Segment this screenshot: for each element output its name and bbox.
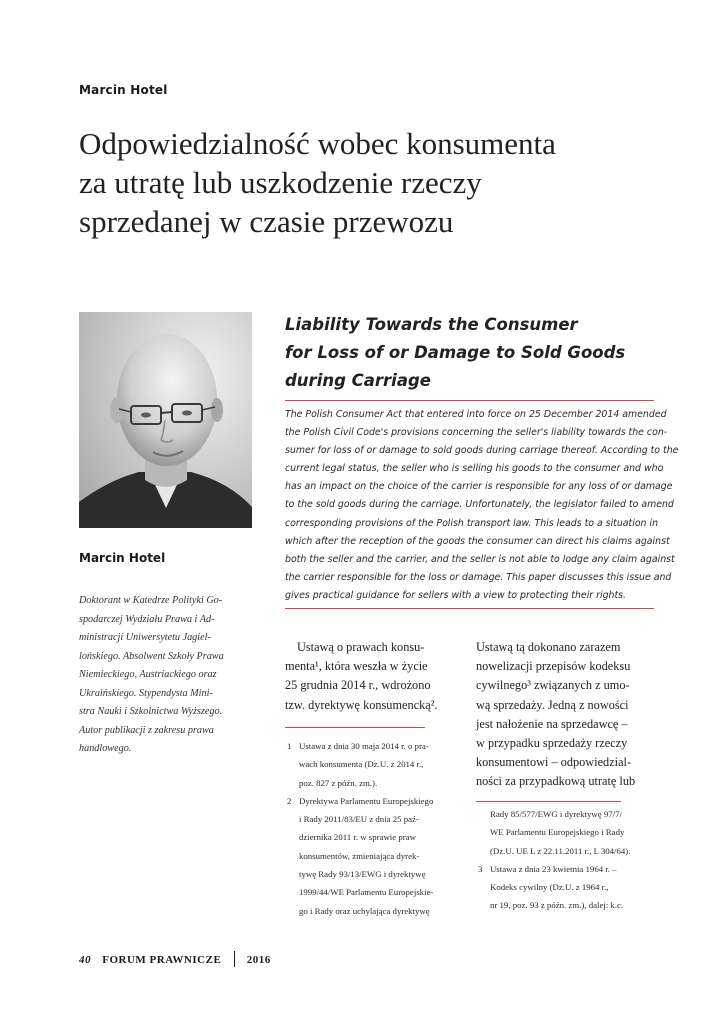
footnote-line: 1999/44/WE Parlamentu Europejskie- [299,887,434,898]
footnote-1 [285,737,465,792]
body-column-1 [285,638,460,715]
abstract-line: to the sold goods during the carriage. Unfortunately, the legislator failed to amend [285,499,674,511]
footnote-line: (Dz.U. UE L z 22.11.2011 r., L 304/64). [490,845,631,856]
title-line: sprzedanej w czasie przewozu [79,204,454,239]
page-footer [79,951,271,967]
english-title-line: Liability Towards the Consumer [285,315,578,334]
footnote-line: tywę Rady 93/13/EWG i dyrektywę [299,869,426,880]
body-line: konsumentowi – odpowiedzial- [476,755,632,770]
english-title [285,311,645,395]
body-line: wą sprzedaży. Jedną z nowości [476,697,629,712]
footnote-line: go i Rady oraz uchylająca dyrektywę [299,905,430,916]
english-title-line: for Loss of or Damage to Sold Goods [285,343,626,362]
author-bio [79,592,254,759]
bio-line: Niemieckiego, Austriackiego oraz [79,669,217,680]
footnote-number: 1 [287,741,292,751]
bio-line: lońskiego. Absolwent Szkoły Prawa [79,650,224,662]
footnote-line: wach konsumenta (Dz.U. z 2014 r., [299,759,424,770]
abstract-top-rule [285,400,654,401]
footnote-3 [476,860,656,915]
abstract-line: has an impact on the choice of the carrier is responsible for any loss of or damage [285,481,673,493]
footnote-line: Dyrektywa Parlamentu Europejskiego [299,795,434,806]
title-line: Odpowiedzialność wobec konsumenta [79,126,556,161]
abstract-bottom-rule [285,608,654,609]
footer-divider [234,951,235,967]
footnotes-col1 [285,737,465,920]
footnote-line: nr 19, poz. 93 z późn. zm.), dalej: k.c. [490,900,624,911]
bio-line: spodarczej Wydziału Prawa i Ad- [79,613,215,625]
title-line: za utratę lub uszkodzenie rzeczy [79,165,482,200]
footnotes-col2 [476,805,656,915]
bio-line: Autor publikacji z zakresu prawa [79,724,214,736]
footnote-number: 3 [478,863,483,874]
abstract-line: which after the reception of the goods the consumer can direct his claims against [285,535,670,547]
abstract-line: the Polish Civil Code's provisions concerning the seller's liability towards the con- [285,427,668,439]
bio-line: Ukraińskiego. Stypendysta Mini- [79,687,213,699]
journal-year: 2016 [246,954,271,966]
english-title-line: during Carriage [285,371,431,390]
journal-name: FORUM PRAWNICZE [102,954,222,966]
abstract-line: both the seller and the carrier, and the seller is not able to lodge any claim against [285,553,675,565]
abstract-line: current legal status, the seller who is selling his goods to the consumer and who [285,463,664,475]
footnote-number: 2 [287,795,292,806]
article-title [79,124,679,241]
footnote-line: Ustawa z dnia 23 kwietnia 1964 r. – [490,863,617,874]
body-line: jest nałożenie na sprzedawcę – [476,716,628,731]
footnote-line: Kodeks cywilny (Dz.U. z 1964 r., [490,882,609,893]
bio-line: handlowego. [79,743,132,754]
abstract-line: gives practical guidance for sellers with a view to protecting their rights. [285,589,627,601]
bio-line: ministracji Uniwersytetu Jagiel- [79,632,211,643]
abstract-line: The Polish Consumer Act that entered into force on 25 December 2014 amended [285,409,667,420]
header-author: Marcin Hotel [79,83,168,97]
body-column-2 [476,638,656,792]
footnote-2 [285,792,465,920]
bio-line: stra Nauki i Szkolnictwa Wyższego. [79,706,223,717]
body-line: menta¹, która weszła w życie [285,659,428,674]
footnote-line: Ustawa z dnia 30 maja 2014 r. o pra- [299,741,429,751]
footnote-line: Rady 85/577/EWG i dyrektywę 97/7/ [490,809,622,819]
footnote-line: dziernika 2011 r. w sprawie praw [299,832,416,843]
page-number: 40 [79,954,91,966]
body-line: nowelizacji przepisów kodeksu [476,659,631,674]
body-line: 25 grudnia 2014 r., wdrożono [285,678,431,693]
body-line: Ustawą o prawach konsu- [297,640,425,654]
abstract-line: corresponding provisions of the Polish transport law. This leads to a situation in [285,517,659,529]
abstract-line: the carrier responsible for the loss or damage. This paper discusses this issue and [285,571,672,583]
footnote-line: konsumentów, zmieniająca dyrek- [299,850,420,861]
body-line: cywilnego³ związanych z umo- [476,678,630,693]
footnote-line: i Rady 2011/83/EU z dnia 25 paź- [299,814,419,825]
footnote-rule-col2 [476,801,621,802]
footnote-line: poz. 827 z późn. zm.). [299,777,378,788]
english-abstract [285,406,679,605]
bio-line: Doktorant w Katedrze Polityki Go- [79,595,223,606]
footnote-rule-col1 [285,727,425,728]
body-line: ności za przypadkową utratę lub [476,774,636,789]
footnote-2-continued [476,805,656,860]
body-line: tzw. dyrektywę konsumencką². [285,697,438,712]
sidebar-author-name: Marcin Hotel [79,551,166,565]
abstract-line: sumer for loss of or damage to sold goods during carriage thereof. According to the [285,445,679,457]
author-photo [79,312,252,528]
author-portrait-image [79,312,252,528]
body-line: w przypadku sprzedaży rzeczy [476,736,628,751]
footnote-line: WE Parlamentu Europejskiego i Rady [490,827,625,838]
body-line: Ustawą tą dokonano zarazem [476,640,621,654]
